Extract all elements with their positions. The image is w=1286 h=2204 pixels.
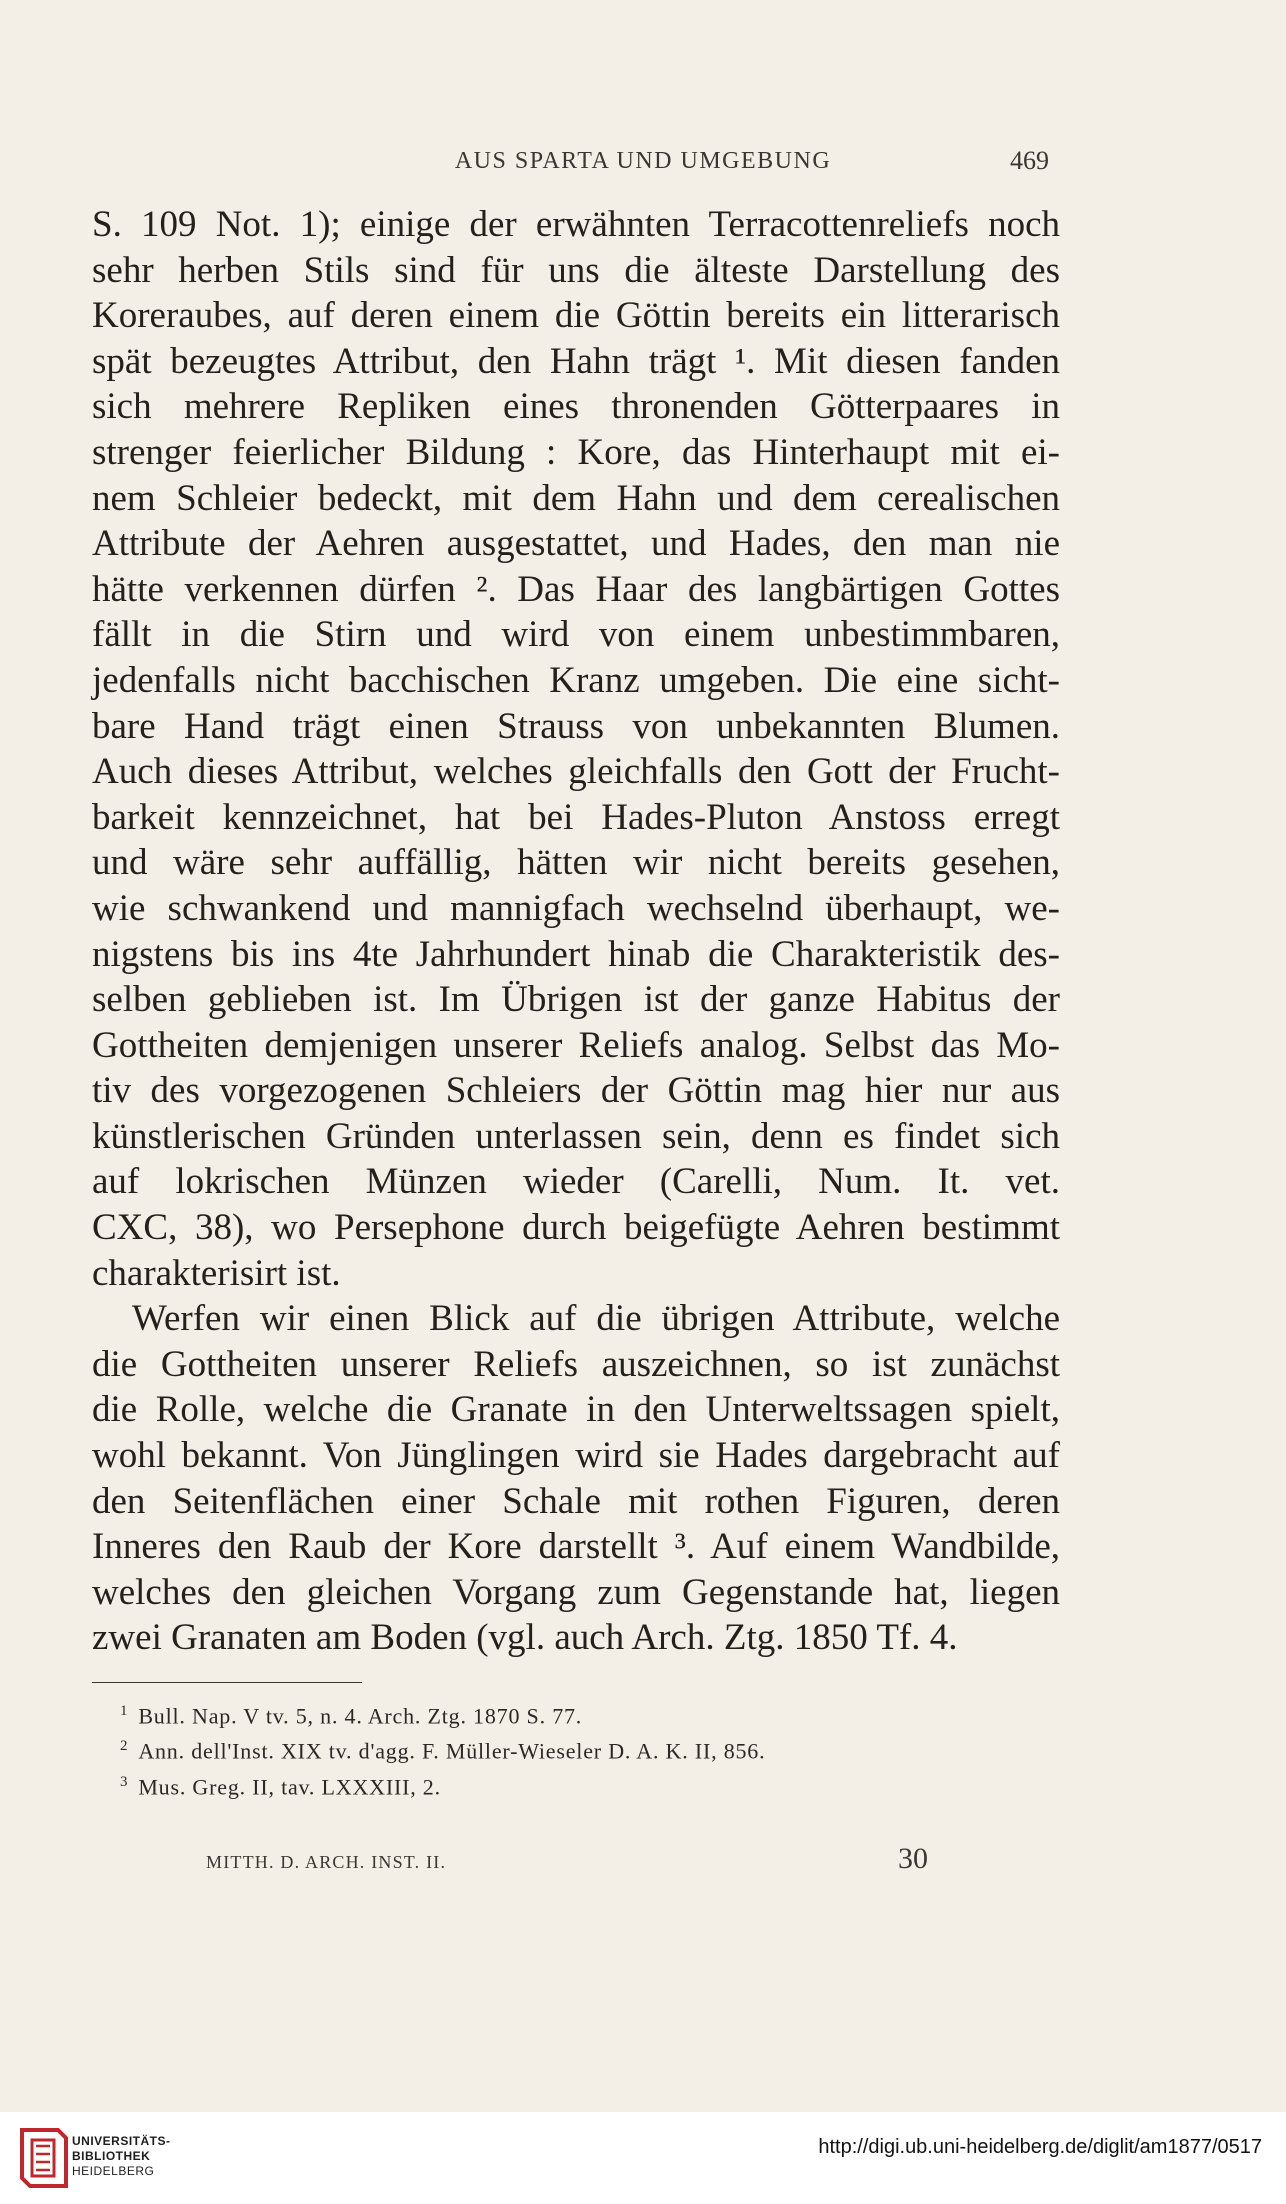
library-name-line-2: BIBLIOTHEK <box>72 2149 151 2163</box>
footnote-mark: 3 <box>120 1773 129 1790</box>
text-line: sehr herben Stils sind für uns die älteste Darstellung des <box>92 249 1060 291</box>
text-line: Werfen wir einen Blick auf die übrigen Attribute, welche <box>132 1298 1060 1340</box>
footnote-mark: 2 <box>120 1738 129 1755</box>
text-line: CXC, 38), wo Persephone durch beigefügte Aehren bestimmt <box>92 1207 1060 1249</box>
library-name-line-1: UNIVERSITÄTS- <box>72 2134 171 2148</box>
body-text <box>92 202 1060 1661</box>
text-line: künstlerischen Gründen unterlassen sein, denn es findet sich <box>92 1115 1060 1157</box>
text-line: spät bezeugtes Attribut, den Hahn trägt ¹. Mit diesen fanden <box>92 340 1060 382</box>
library-name <box>72 2134 171 2179</box>
text-line: wohl bekannt. Von Jünglingen wird sie Hades dargebracht auf <box>92 1435 1060 1477</box>
text-line: nem Schleier bedeckt, mit dem Hahn und dem cerealischen <box>92 477 1060 519</box>
text-line: die Rolle, welche die Granate in den Unterweltssagen spielt, <box>92 1389 1060 1431</box>
text-line: Gottheiten demjenigen unserer Reliefs analog. Selbst das Mo- <box>92 1024 1060 1066</box>
text-line: fällt in die Stirn und wird von einem unbestimmbaren, <box>92 614 1060 656</box>
sheet-number: 30 <box>898 1842 928 1875</box>
library-name-line-3: HEIDELBERG <box>72 2164 155 2178</box>
footnote-rule <box>92 1682 362 1683</box>
text-line: hätte verkennen dürfen ². Das Haar des langbärtigen Gottes <box>92 568 1060 610</box>
footnotes <box>120 1696 1020 1802</box>
text-line: tiv des vorgezogenen Schleiers der Göttin mag hier nur aus <box>92 1070 1060 1112</box>
text-line: auf lokrischen Münzen wieder (Carelli, Num. It. vet. <box>92 1161 1060 1203</box>
text-line: Inneres den Raub der Kore darstellt ³. Auf einem Wandbilde, <box>92 1526 1060 1568</box>
text-line: bare Hand trägt einen Strauss von unbekannten Blumen. <box>92 705 1060 747</box>
footnote <box>120 1767 1020 1802</box>
text-line: wie schwankend und mannigfach wechselnd überhaupt, we- <box>92 887 1060 929</box>
text-line: jedenfalls nicht bacchischen Kranz umgeben. Die eine sicht- <box>92 659 1060 701</box>
text-line: barkeit kennzeichnet, hat bei Hades-Pluton Anstoss erregt <box>92 796 1060 838</box>
permalink-url[interactable]: http://digi.ub.uni-heidelberg.de/diglit/am1877/0517 <box>818 2136 1262 2158</box>
text-line: Auch dieses Attribut, welches gleichfalls den Gott der Frucht- <box>92 751 1060 793</box>
footnote <box>120 1731 1020 1766</box>
text-line: S. 109 Not. 1); einige der erwähnten Terracottenreliefs noch <box>92 204 1060 245</box>
text-line: und wäre sehr auffällig, hätten wir nicht bereits gesehen, <box>92 842 1060 884</box>
footnote-text: Bull. Nap. V tv. 5, n. 4. Arch. Ztg. 1870 S. 77. <box>138 1703 583 1729</box>
text-line: sich mehrere Repliken eines thronenden Götterpaares in <box>92 386 1060 428</box>
footnote-text: Mus. Greg. II, tav. LXXXIII, 2. <box>138 1773 441 1799</box>
running-header: AUS SPARTA UND UMGEBUNG <box>454 148 832 174</box>
page-number: 469 <box>1010 146 1049 175</box>
footnote-text: Ann. dell'Inst. XIX tv. d'agg. F. Müller-Wieseler D. A. K. II, 856. <box>138 1738 766 1764</box>
text-line: den Seitenflächen einer Schale mit rothen Figuren, deren <box>92 1480 1060 1522</box>
text-line: selben geblieben ist. Im Übrigen ist der ganze Habitus der <box>92 979 1060 1021</box>
text-line: welches den gleichen Vorgang zum Gegenstande hat, liegen <box>92 1571 1060 1613</box>
footnote-mark: 1 <box>120 1703 129 1719</box>
text-line: zwei Granaten am Boden (vgl. auch Arch. Ztg. 1850 Tf. 4. <box>92 1617 958 1659</box>
text-line: die Gottheiten unserer Reliefs auszeichnen, so ist zunächst <box>92 1343 1060 1385</box>
text-line: nigstens bis ins 4te Jahrhundert hinab die Charakteristik des- <box>92 933 1060 975</box>
text-line: charakterisirt ist. <box>92 1252 341 1294</box>
footnote <box>120 1696 1020 1731</box>
text-line: Koreraubes, auf deren einem die Göttin bereits ein litterarisch <box>92 295 1060 337</box>
printer-signature: MITTH. D. ARCH. INST. II. <box>206 1852 447 1872</box>
text-line: Attribute der Aehren ausgestattet, und Hades, den man nie <box>92 523 1060 565</box>
text-line: strenger feierlicher Bildung : Kore, das Hinterhaupt mit ei- <box>92 431 1060 473</box>
